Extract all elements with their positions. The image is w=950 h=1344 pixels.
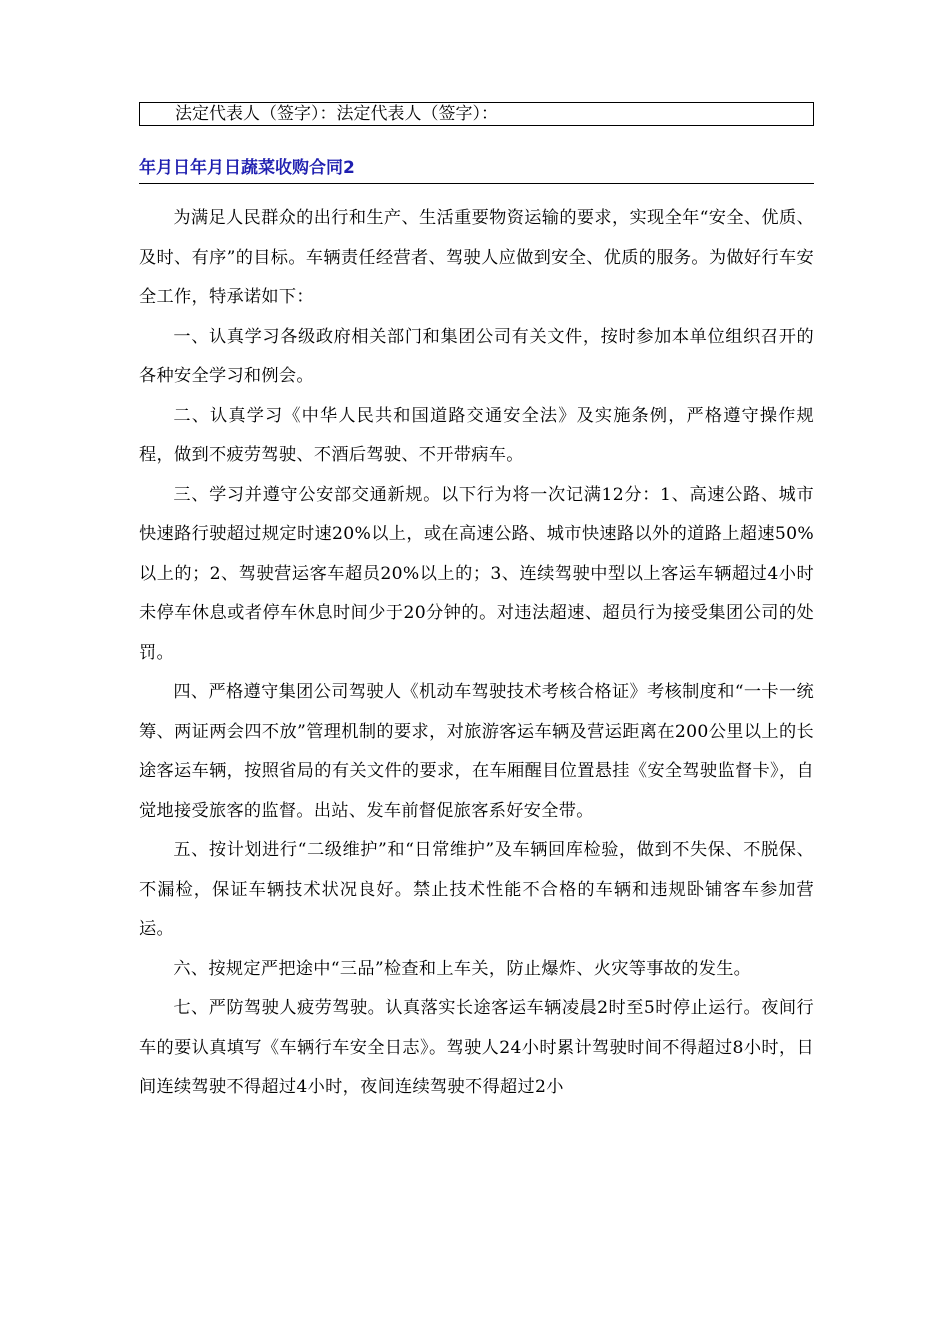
- paragraph-item-1: 一、认真学习各级政府相关部门和集团公司有关文件，按时参加本单位组织召开的各种安全学习和例会。: [139, 326, 814, 386]
- signature-table-row: [139, 102, 814, 126]
- paragraph-item-6: 六、按规定严把途中“三品”检查和上车关，防止爆炸、火灾等事故的发生。: [173, 958, 752, 979]
- paragraph-item-2: 二、认真学习《中华人民共和国道路交通安全法》及实施条例，严格遵守操作规程，做到不疲劳驾驶、不酒后驾驶、不开带病车。: [139, 405, 814, 465]
- paragraph-item-5: 五、按计划进行“二级维护”和“日常维护”及车辆回库检验，做到不失保、不脱保、不漏检，保证车辆技术状况良好。禁止技术性能不合格的车辆和违规卧铺客车参加营运。: [139, 840, 814, 939]
- section-heading: 年月日年月日蔬菜收购合同2: [139, 156, 814, 184]
- paragraph-item-3: 三、学习并遵守公安部交通新规。以下行为将一次记满12分：1、高速公路、城市快速路行驶超过规定时速20%以上，或在高速公路、城市快速路以外的道路上超速50%以上的；2、驾驶营运客车超员20%以上的；3、连续驾驶中型以上客运车辆超过4小时未停车休息或者停车休息时间少于20分钟的。对违法超速、超员行为接受集团公司的处罚。: [139, 484, 814, 663]
- signature-line: 法定代表人（签字）：法定代表人（签字）：: [175, 104, 498, 124]
- paragraph-item-4: 四、严格遵守集团公司驾驶人《机动车驾驶技术考核合格证》考核制度和“一卡一统筹、两证两会四不放”管理机制的要求，对旅游客运车辆及营运距离在200公里以上的长途客运车辆，按照省局的有关文件的要求，在车厢醒目位置悬挂《安全驾驶监督卡》，自觉地接受旅客的监督。出站、发车前督促旅客系好安全带。: [139, 682, 814, 821]
- paragraph-intro: 为满足人民群众的出行和生产、生活重要物资运输的要求，实现全年“安全、优质、及时、有序”的目标。车辆责任经营者、驾驶人应做到安全、优质的服务。为做好行车安全工作，特承诺如下：: [139, 208, 814, 307]
- document-body: [139, 199, 814, 1108]
- paragraph-item-7: 七、严防驾驶人疲劳驾驶。认真落实长途客运车辆凌晨2时至5时停止运行。夜间行车的要认真填写《车辆行车安全日志》。驾驶人24小时累计驾驶时间不得超过8小时，日间连续驾驶不得超过4小时，夜间连续驾驶不得超过2小: [139, 998, 814, 1097]
